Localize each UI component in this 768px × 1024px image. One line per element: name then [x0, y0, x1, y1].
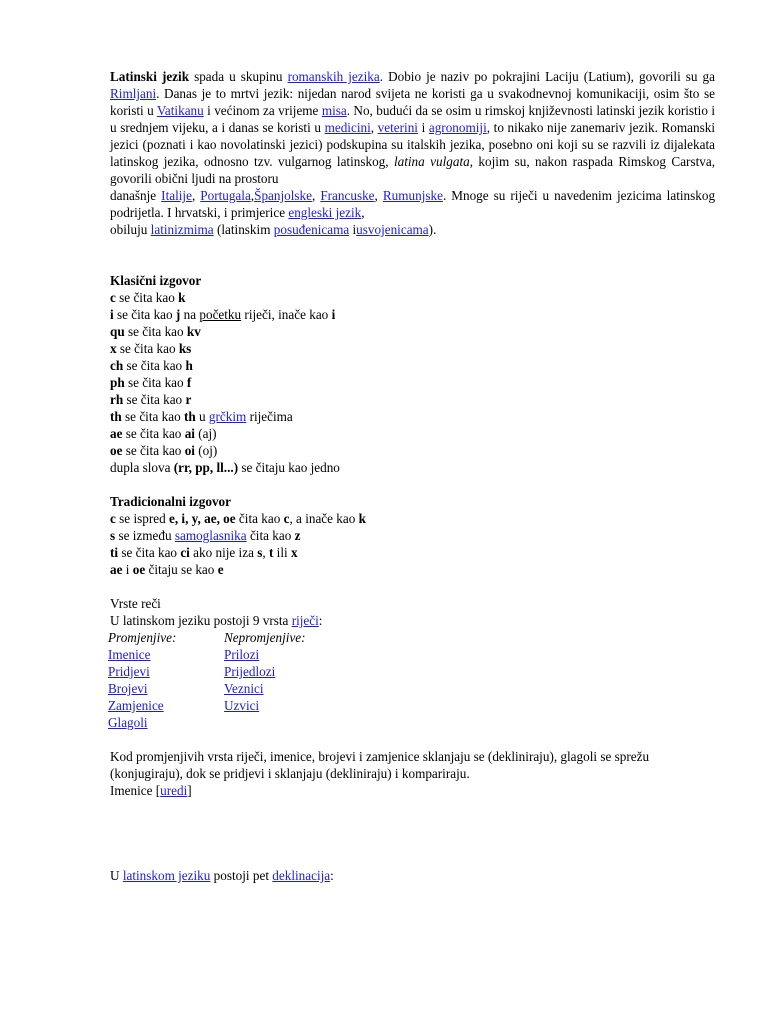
text: (oj) [194, 443, 218, 458]
link-rumunjska[interactable]: Rumunjske [382, 188, 443, 203]
rule-row [110, 408, 715, 425]
deklinacije-line [110, 867, 715, 884]
link-glagoli[interactable]: Glagoli [108, 715, 148, 730]
text: , a inače kao [289, 511, 359, 526]
text: e [217, 562, 224, 577]
link-zamjenice[interactable]: Zamjenice [108, 698, 164, 713]
link-grckim[interactable]: grčkim [208, 409, 247, 424]
text: ae [110, 426, 123, 441]
text: na [180, 307, 200, 322]
text: k [178, 290, 186, 305]
link-medicina[interactable]: medicini [324, 120, 371, 135]
text: f [186, 375, 192, 390]
text: obiluju [110, 222, 151, 237]
text: ). [428, 222, 437, 237]
rule-row [110, 357, 715, 374]
text: , [250, 188, 255, 203]
kod-text: Kod promjenjivih vrsta riječi, imenice, brojevi i zamjenice sklanjaju se (dekliniraju), glagoli se sprežu (konjugiraju), dok se pridjevi i sklanjaju (dekliniraju) i kompariraju. [110, 749, 650, 781]
rule-row [110, 442, 715, 459]
link-brojevi[interactable]: Brojevi [108, 681, 148, 696]
text: th [183, 409, 196, 424]
text: oi [184, 443, 195, 458]
text: e, i, y, ae, oe [168, 511, 236, 526]
vrste-section [110, 595, 715, 731]
link-rijeci[interactable]: riječi [291, 613, 319, 628]
rule-row [110, 306, 715, 323]
section-heading-vrste: Vrste reči [110, 596, 161, 611]
link-agronomija[interactable]: agronomiji [428, 120, 487, 135]
text: se čita kao [118, 545, 181, 560]
text: se čita kao [121, 409, 184, 424]
text: (latinskim [213, 222, 274, 237]
text: c [283, 511, 290, 526]
text: se čita kao [122, 426, 185, 441]
rule-row [110, 544, 715, 561]
link-misa[interactable]: misa [321, 103, 347, 118]
link-prilozi[interactable]: Prilozi [224, 647, 260, 662]
text: se ispred [115, 511, 169, 526]
text: Imenice [ [110, 783, 161, 798]
col-head-promjenjive: Promjenjive: [108, 630, 177, 645]
link-uredi[interactable]: uredi [160, 783, 188, 798]
term-latinski-jezik: Latinski jezik [110, 69, 190, 84]
imenice-heading [110, 782, 715, 799]
rule-row [110, 323, 715, 340]
text: čita kao [235, 511, 284, 526]
text: postoji pet [210, 868, 273, 883]
text: se čita kao [116, 341, 179, 356]
link-prijedlozi[interactable]: Prijedlozi [224, 664, 276, 679]
text: i [331, 307, 336, 322]
text: . Danas je to mrtvi jezik: nijedan narod svijeta ne koristi ga u svakodnevnoj komunikaciji, osim što se koristi u [110, 86, 715, 118]
text: se čita kao [124, 324, 187, 339]
text: c [110, 511, 116, 526]
text: U latinskom jeziku postoji 9 vrsta [110, 613, 292, 628]
rule-row [110, 425, 715, 442]
text: qu [110, 324, 125, 339]
text: : [318, 613, 323, 628]
link-samoglasnika[interactable]: samoglasnika [174, 528, 247, 543]
link-portugal[interactable]: Portugala [200, 188, 251, 203]
rule-row [110, 527, 715, 544]
link-pridjevi[interactable]: Pridjevi [108, 664, 150, 679]
link-francuska[interactable]: Francuske [320, 188, 375, 203]
text: se čita kao [123, 392, 186, 407]
text: ] [187, 783, 192, 798]
text: , [361, 205, 365, 220]
text: , [374, 188, 383, 203]
text: , [370, 120, 378, 135]
text: u [195, 409, 209, 424]
text: ci [180, 545, 190, 560]
text: , [312, 188, 321, 203]
term-latina-vulgata: latina vulgata [393, 154, 470, 169]
text: j [175, 307, 181, 322]
link-pocetku[interactable]: početku [199, 307, 242, 322]
section-heading-klasicni: Klasični izgovor [110, 273, 202, 288]
text: se čitaju kao jedno [238, 460, 340, 475]
text: , to nikako nije zanemariv jezik. Romanski jezici (poznati i kao novolatinski jezici) podskupina su italskih jezika, posebno oni koji su se razvili iz dijalekata latinskog jezika, odnosno tzv. vulgarnog latinskog, [110, 120, 715, 169]
link-vatikan[interactable]: Vatikanu [156, 103, 204, 118]
text: , kojim su, nakon raspada Rimskog Carstva, govorili obični ljudi na prostoru [110, 154, 715, 186]
text: c [110, 290, 116, 305]
text: (rr, pp, ll...) [173, 460, 239, 475]
rule-row [110, 561, 715, 578]
text: i većinom za vrijeme [203, 103, 322, 118]
text: x [290, 545, 298, 560]
text: ae [110, 562, 123, 577]
text: , [262, 545, 269, 560]
text: rh [110, 392, 124, 407]
link-posudenice[interactable]: posuđenicama [273, 222, 350, 237]
tradicionalni-izgovor-section [110, 493, 715, 578]
text: se čita kao [123, 358, 186, 373]
text: , [191, 188, 201, 203]
text: . Mnoge su riječi u navedenim jezicima latinskog podrijetla. I hrvatski, i primjerice [110, 188, 716, 220]
link-romanski-jezici[interactable]: romanskih jezika [287, 69, 380, 84]
link-veterina[interactable]: veterini [377, 120, 418, 135]
text: i [417, 120, 429, 135]
text: spada u skupinu [189, 69, 288, 84]
text: i [110, 307, 114, 322]
text: ch [110, 358, 124, 373]
link-italija[interactable]: Italije [161, 188, 192, 203]
rule-row [110, 510, 715, 527]
text: : [330, 868, 334, 883]
link-engleski-jezik[interactable]: engleski jezik [288, 205, 362, 220]
text: s [110, 528, 116, 543]
text: h [185, 358, 193, 373]
text: t [268, 545, 274, 560]
text: se između [115, 528, 175, 543]
text: . Dobio je naziv po pokrajini Laciju (Latium), govorili su ga [379, 69, 715, 84]
text: ili [273, 545, 291, 560]
text: riječi, inače kao [241, 307, 332, 322]
rule-row [110, 340, 715, 357]
text: th [110, 409, 122, 424]
link-rimljani[interactable]: Rimljani [110, 86, 157, 101]
text: i [349, 222, 357, 237]
text: ks [178, 341, 192, 356]
rule-row [110, 459, 715, 476]
text: . No, budući da se osim u rimskoj književnosti latinski jezik koristio i u srednjem vijeku, a i danas se koristi u [110, 103, 715, 135]
text: riječima [246, 409, 293, 424]
text: k [358, 511, 366, 526]
klasicni-izgovor-section [110, 272, 715, 476]
text: čita kao [246, 528, 295, 543]
document-body [110, 68, 715, 884]
text: ako nije iza [189, 545, 258, 560]
text: ph [110, 375, 125, 390]
text: x [110, 341, 117, 356]
text: oe [132, 562, 146, 577]
text: se čita kao [115, 290, 179, 305]
link-deklinacija[interactable]: deklinacija [272, 868, 331, 883]
col-head-nepromjenjive: Nepromjenjive: [224, 630, 306, 645]
text: se čita kao [122, 443, 185, 458]
text: kv [186, 324, 201, 339]
intro-paragraph [110, 68, 715, 238]
text: čitaju se kao [145, 562, 218, 577]
rule-row [110, 374, 715, 391]
rule-row [110, 391, 715, 408]
text: i [122, 562, 133, 577]
rule-row [110, 289, 715, 306]
text: z [294, 528, 301, 543]
text: ai [184, 426, 195, 441]
link-latinizmi[interactable]: latinizmima [150, 222, 214, 237]
link-uzvici[interactable]: Uzvici [224, 698, 260, 713]
link-latinskom-jeziku[interactable]: latinskom jeziku [122, 868, 211, 883]
text: s [257, 545, 263, 560]
text: r [185, 392, 192, 407]
text: ti [110, 545, 119, 560]
link-imenice[interactable]: Imenice [108, 647, 151, 662]
kod-paragraph [110, 748, 715, 799]
link-veznici[interactable]: Veznici [224, 681, 264, 696]
text: dupla slova [110, 460, 174, 475]
vrste-intro [110, 612, 715, 629]
text: današnje [110, 188, 162, 203]
text: oe [110, 443, 123, 458]
text: se čita kao [113, 307, 176, 322]
link-usvojenice[interactable]: usvojenicama [356, 222, 429, 237]
text: U [110, 868, 123, 883]
text: (aj) [194, 426, 217, 441]
link-spanjolska[interactable]: Španjolske [254, 188, 312, 203]
text: se čita kao [124, 375, 187, 390]
section-heading-tradicionalni: Tradicionalni izgovor [110, 494, 232, 509]
word-types-table [108, 629, 715, 731]
